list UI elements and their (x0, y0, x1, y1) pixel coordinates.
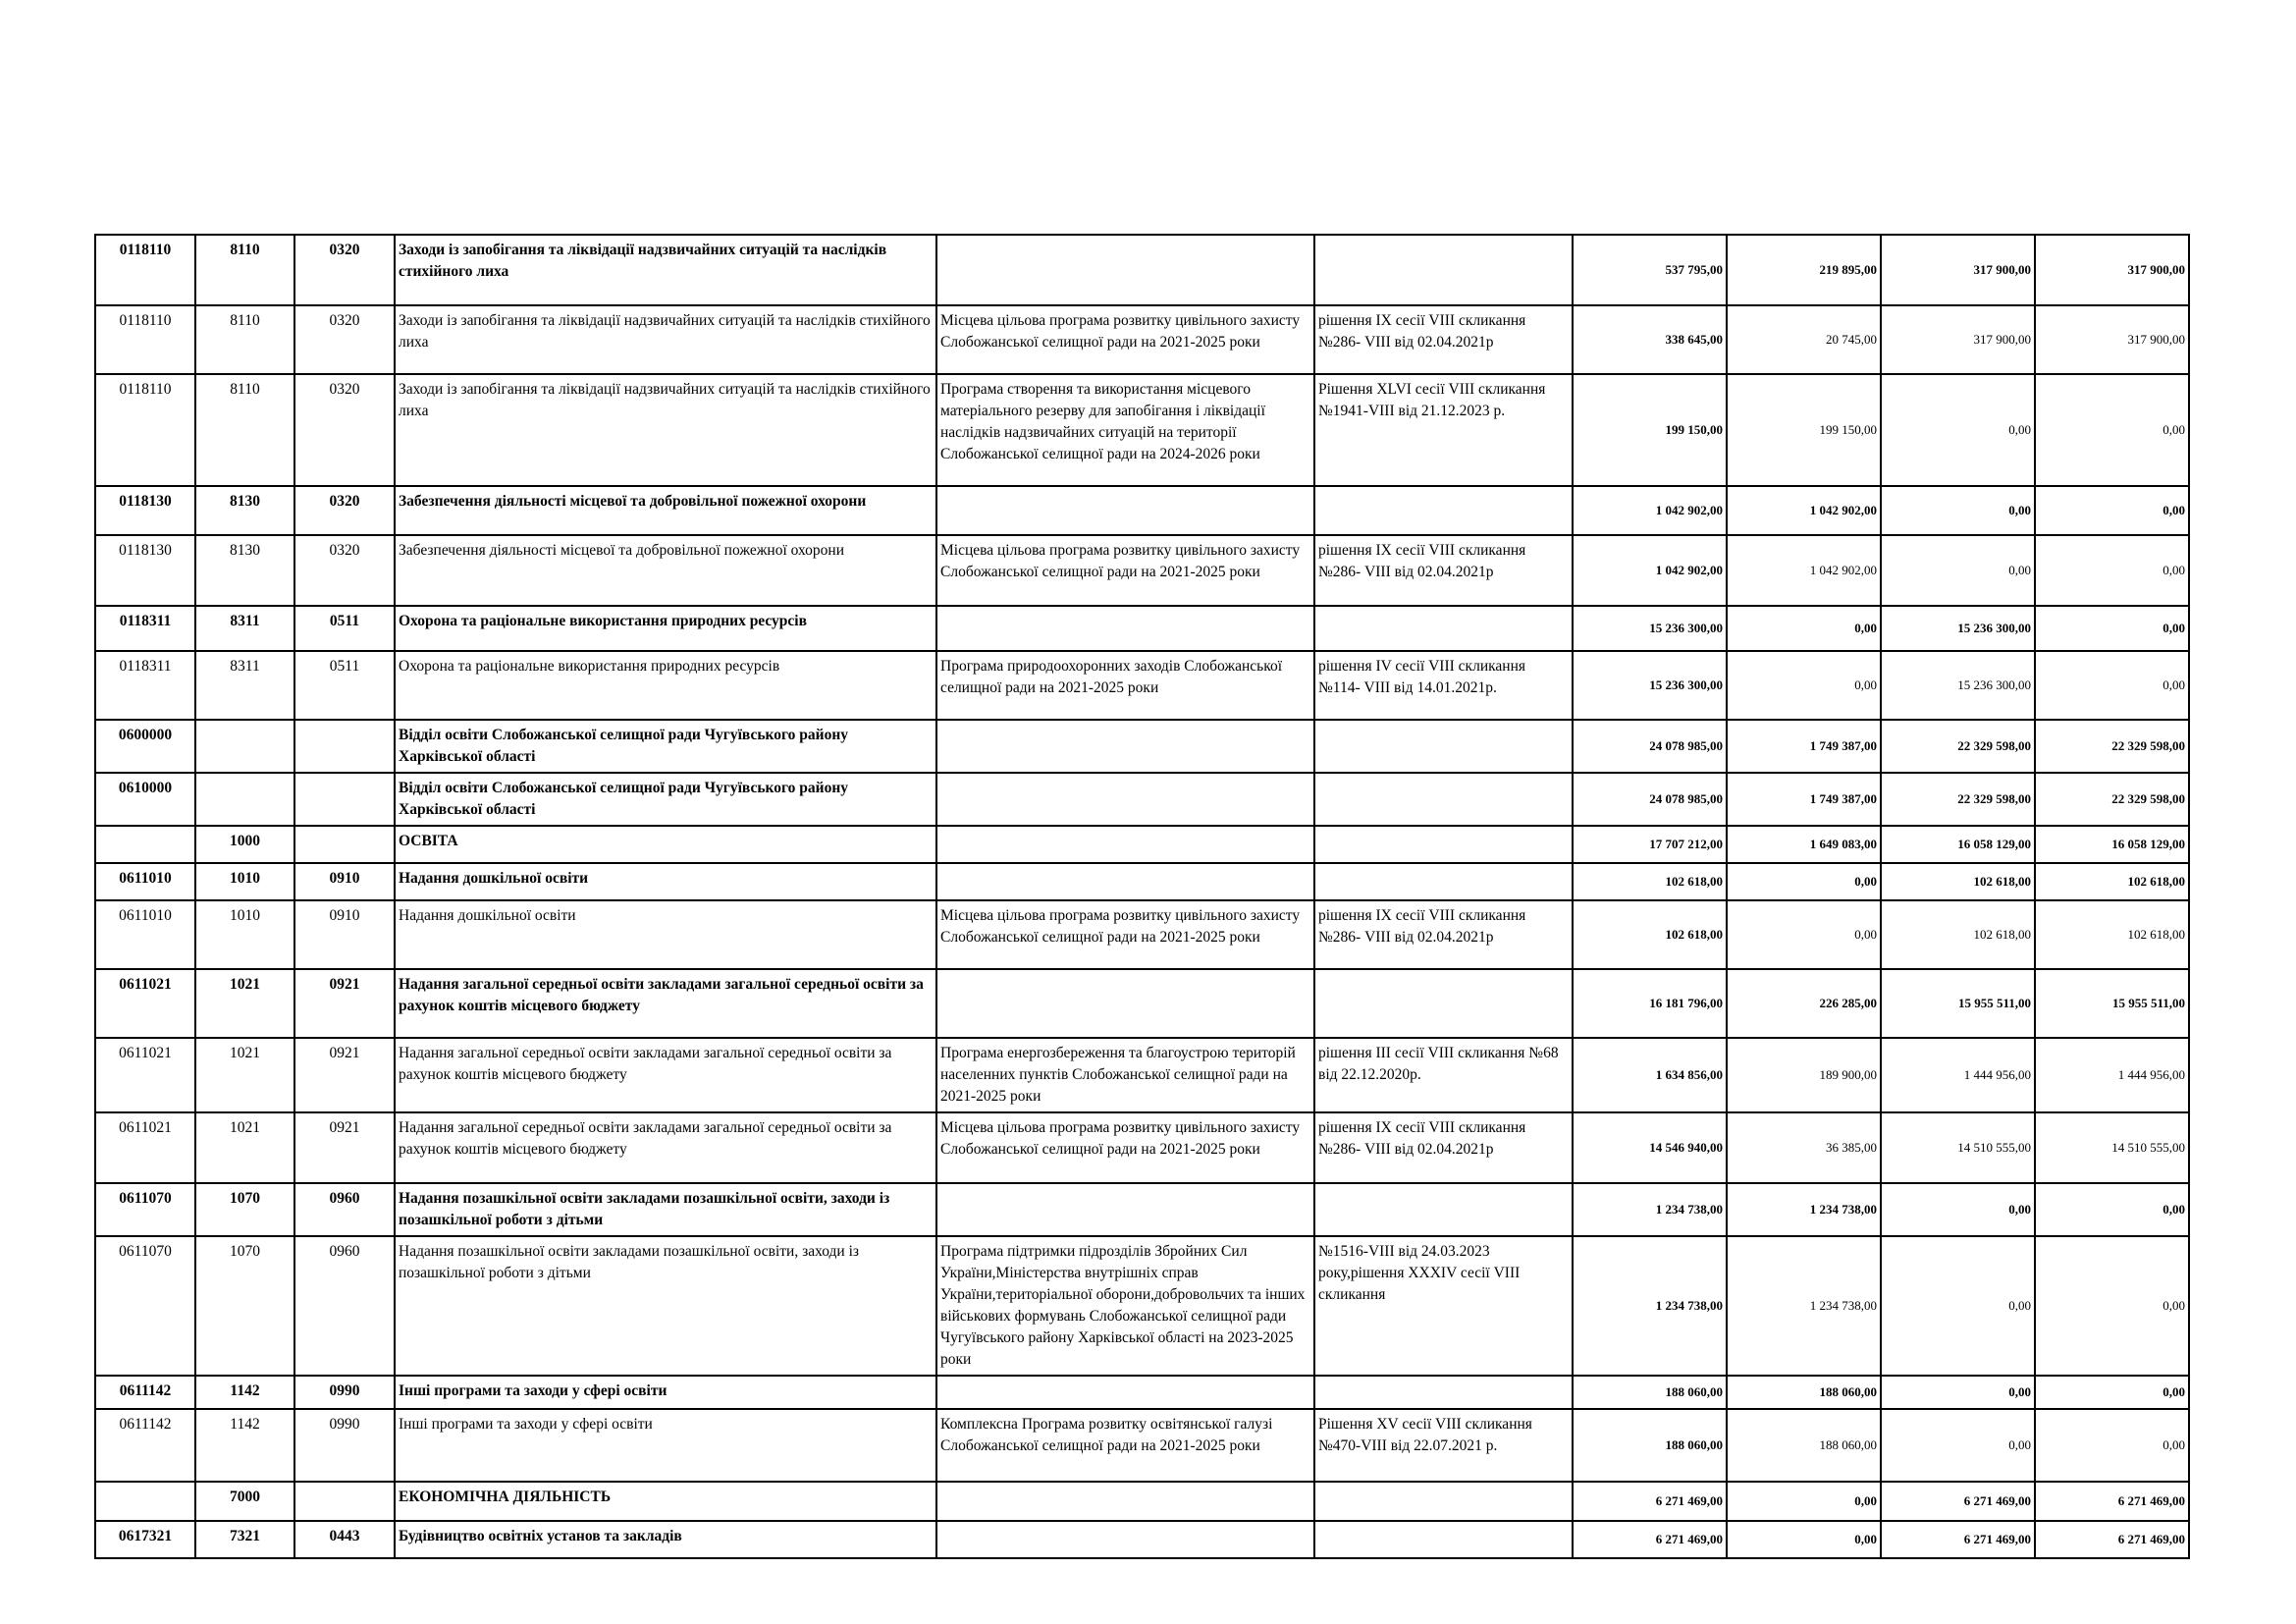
activity-name-cell: Надання дошкільної освіти (395, 900, 936, 969)
table-row-summary (95, 969, 2189, 1038)
function-code-cell: 1021 (195, 1038, 294, 1112)
function-code-cell: 1070 (195, 1183, 294, 1236)
program-code-cell: 0600000 (95, 720, 195, 773)
function-code-cell: 1142 (195, 1376, 294, 1409)
classification-code-cell: 0320 (294, 305, 395, 374)
total-amount-cell: 17 707 212,00 (1573, 826, 1727, 863)
decision-cell (1314, 1183, 1573, 1236)
function-code-cell: 7000 (195, 1482, 294, 1521)
program-code-cell: 0611070 (95, 1183, 195, 1236)
decision-cell: рішення IX сесії VIII скликання №286- VIII від 02.04.2021р (1314, 1112, 1573, 1183)
special-fund-cell: 6 271 469,00 (1881, 1521, 2035, 1558)
development-budget-cell: 0,00 (2035, 374, 2189, 486)
target-program-cell (936, 773, 1314, 826)
general-fund-cell: 1 749 387,00 (1727, 720, 1881, 773)
table-row-summary (95, 773, 2189, 826)
total-amount-cell: 24 078 985,00 (1573, 720, 1727, 773)
special-fund-cell: 0,00 (1881, 486, 2035, 535)
development-budget-cell: 1 444 956,00 (2035, 1038, 2189, 1112)
table-row-summary (95, 1482, 2189, 1521)
function-code-cell (195, 773, 294, 826)
table-row-summary (95, 1376, 2189, 1409)
budget-table (94, 234, 2190, 1559)
activity-name-cell: Відділ освіти Слобожанської селищної ради Чугуївського району Харківської області (395, 773, 936, 826)
general-fund-cell: 1 042 902,00 (1727, 535, 1881, 606)
program-code-cell: 0610000 (95, 773, 195, 826)
development-budget-cell: 0,00 (2035, 486, 2189, 535)
development-budget-cell: 317 900,00 (2035, 235, 2189, 305)
activity-name-cell: Будівництво освітніх установ та закладів (395, 1521, 936, 1558)
general-fund-cell: 0,00 (1727, 863, 1881, 900)
classification-code-cell: 0320 (294, 235, 395, 305)
development-budget-cell: 0,00 (2035, 606, 2189, 651)
decision-cell (1314, 826, 1573, 863)
target-program-cell: Програма природоохоронних заходів Слобожанської селищної ради на 2021-2025 роки (936, 651, 1314, 720)
program-code-cell: 0611021 (95, 969, 195, 1038)
general-fund-cell: 1 042 902,00 (1727, 486, 1881, 535)
table-row-summary (95, 1183, 2189, 1236)
special-fund-cell: 317 900,00 (1881, 235, 2035, 305)
function-code-cell: 8130 (195, 535, 294, 606)
activity-name-cell: Надання загальної середньої освіти закладами загальної середньої освіти за рахунок коштів місцевого бюджету (395, 1038, 936, 1112)
development-budget-cell: 317 900,00 (2035, 305, 2189, 374)
table-row (95, 535, 2189, 606)
target-program-cell (936, 863, 1314, 900)
target-program-cell (936, 606, 1314, 651)
development-budget-cell: 0,00 (2035, 1376, 2189, 1409)
special-fund-cell: 15 236 300,00 (1881, 606, 2035, 651)
total-amount-cell: 1 234 738,00 (1573, 1236, 1727, 1376)
special-fund-cell: 0,00 (1881, 535, 2035, 606)
classification-code-cell: 0910 (294, 900, 395, 969)
program-code-cell: 0611021 (95, 1038, 195, 1112)
special-fund-cell: 1 444 956,00 (1881, 1038, 2035, 1112)
classification-code-cell: 0921 (294, 1038, 395, 1112)
decision-cell: №1516-VIII від 24.03.2023 року,рішення XXXIV сесії VIII скликання (1314, 1236, 1573, 1376)
special-fund-cell: 0,00 (1881, 1409, 2035, 1482)
activity-name-cell: Охорона та раціональне використання природних ресурсів (395, 651, 936, 720)
table-row (95, 900, 2189, 969)
program-code-cell: 0617321 (95, 1521, 195, 1558)
total-amount-cell: 6 271 469,00 (1573, 1482, 1727, 1521)
activity-name-cell: Охорона та раціональне використання природних ресурсів (395, 606, 936, 651)
development-budget-cell: 16 058 129,00 (2035, 826, 2189, 863)
general-fund-cell: 1 749 387,00 (1727, 773, 1881, 826)
function-code-cell: 1000 (195, 826, 294, 863)
total-amount-cell: 102 618,00 (1573, 863, 1727, 900)
program-code-cell: 0611070 (95, 1236, 195, 1376)
general-fund-cell: 0,00 (1727, 651, 1881, 720)
target-program-cell: Місцева цільова програма розвитку цивільного захисту Слобожанської селищної ради на 2021-2025 роки (936, 900, 1314, 969)
development-budget-cell: 102 618,00 (2035, 900, 2189, 969)
classification-code-cell (294, 826, 395, 863)
total-amount-cell: 1 634 856,00 (1573, 1038, 1727, 1112)
classification-code-cell: 0990 (294, 1409, 395, 1482)
activity-name-cell: Заходи із запобігання та ліквідації надзвичайних ситуацій та наслідків стихійного лиха (395, 235, 936, 305)
decision-cell: рішення IX сесії VIII скликання №286- VIII від 02.04.2021р (1314, 535, 1573, 606)
classification-code-cell (294, 720, 395, 773)
total-amount-cell: 338 645,00 (1573, 305, 1727, 374)
development-budget-cell: 15 955 511,00 (2035, 969, 2189, 1038)
activity-name-cell: Інші програми та заходи у сфері освіти (395, 1409, 936, 1482)
special-fund-cell: 317 900,00 (1881, 305, 2035, 374)
table-row (95, 1409, 2189, 1482)
general-fund-cell: 1 234 738,00 (1727, 1183, 1881, 1236)
general-fund-cell: 188 060,00 (1727, 1376, 1881, 1409)
general-fund-cell: 0,00 (1727, 1521, 1881, 1558)
activity-name-cell: Надання дошкільної освіти (395, 863, 936, 900)
program-code-cell: 0118110 (95, 374, 195, 486)
development-budget-cell: 0,00 (2035, 651, 2189, 720)
general-fund-cell: 226 285,00 (1727, 969, 1881, 1038)
development-budget-cell: 22 329 598,00 (2035, 773, 2189, 826)
target-program-cell (936, 486, 1314, 535)
general-fund-cell: 0,00 (1727, 1482, 1881, 1521)
decision-cell (1314, 486, 1573, 535)
special-fund-cell: 15 236 300,00 (1881, 651, 2035, 720)
target-program-cell: Комплексна Програма розвитку освітянської галузі Слобожанської селищної ради на 2021-2025 роки (936, 1409, 1314, 1482)
table-row-summary (95, 1521, 2189, 1558)
program-code-cell: 0118110 (95, 305, 195, 374)
decision-cell (1314, 863, 1573, 900)
total-amount-cell: 537 795,00 (1573, 235, 1727, 305)
decision-cell (1314, 1521, 1573, 1558)
classification-code-cell (294, 1482, 395, 1521)
special-fund-cell: 16 058 129,00 (1881, 826, 2035, 863)
total-amount-cell: 199 150,00 (1573, 374, 1727, 486)
decision-cell (1314, 235, 1573, 305)
total-amount-cell: 188 060,00 (1573, 1409, 1727, 1482)
classification-code-cell: 0511 (294, 651, 395, 720)
development-budget-cell: 6 271 469,00 (2035, 1482, 2189, 1521)
table-row-summary (95, 486, 2189, 535)
classification-code-cell: 0320 (294, 486, 395, 535)
program-code-cell: 0611142 (95, 1409, 195, 1482)
special-fund-cell: 0,00 (1881, 1236, 2035, 1376)
target-program-cell: Програма енергозбереження та благоустрою територій населенних пунктів Слобожанської селищної ради на 2021-2025 роки (936, 1038, 1314, 1112)
decision-cell: рішення IX сесії VIII скликання №286- VIII від 02.04.2021р (1314, 305, 1573, 374)
function-code-cell: 8110 (195, 305, 294, 374)
total-amount-cell: 6 271 469,00 (1573, 1521, 1727, 1558)
general-fund-cell: 189 900,00 (1727, 1038, 1881, 1112)
target-program-cell: Програма підтримки підрозділів Збройних Сил України,Міністерства внутрішніх справ України,територіальної оборони,добровольчих та інших військових формувань Слобожанської селищної ради Чугуївського району Харківської області на 2023-2025 роки (936, 1236, 1314, 1376)
total-amount-cell: 1 234 738,00 (1573, 1183, 1727, 1236)
total-amount-cell: 15 236 300,00 (1573, 651, 1727, 720)
general-fund-cell: 219 895,00 (1727, 235, 1881, 305)
function-code-cell: 1021 (195, 969, 294, 1038)
general-fund-cell: 36 385,00 (1727, 1112, 1881, 1183)
function-code-cell: 8311 (195, 606, 294, 651)
development-budget-cell: 0,00 (2035, 535, 2189, 606)
classification-code-cell: 0320 (294, 374, 395, 486)
classification-code-cell: 0960 (294, 1183, 395, 1236)
total-amount-cell: 16 181 796,00 (1573, 969, 1727, 1038)
decision-cell: рішення IV сесії VIII скликання №114- VIII від 14.01.2021р. (1314, 651, 1573, 720)
special-fund-cell: 0,00 (1881, 1183, 2035, 1236)
activity-name-cell: Надання позашкільної освіти закладами позашкільної освіти, заходи із позашкільної роботи з дітьми (395, 1183, 936, 1236)
table-row-summary (95, 235, 2189, 305)
classification-code-cell: 0320 (294, 535, 395, 606)
program-code-cell: 0611142 (95, 1376, 195, 1409)
decision-cell (1314, 969, 1573, 1038)
table-row-summary (95, 863, 2189, 900)
activity-name-cell: ЕКОНОМІЧНА ДІЯЛЬНІСТЬ (395, 1482, 936, 1521)
target-program-cell (936, 720, 1314, 773)
classification-code-cell (294, 773, 395, 826)
function-code-cell: 7321 (195, 1521, 294, 1558)
special-fund-cell: 22 329 598,00 (1881, 773, 2035, 826)
target-program-cell: Місцева цільова програма розвитку цивільного захисту Слобожанської селищної ради на 2021-2025 роки (936, 1112, 1314, 1183)
decision-cell (1314, 606, 1573, 651)
table-row (95, 651, 2189, 720)
classification-code-cell: 0910 (294, 863, 395, 900)
development-budget-cell: 0,00 (2035, 1236, 2189, 1376)
decision-cell: рішення III сесії VIII скликання №68 від 22.12.2020р. (1314, 1038, 1573, 1112)
target-program-cell (936, 969, 1314, 1038)
activity-name-cell: Надання загальної середньої освіти закладами загальної середньої освіти за рахунок коштів місцевого бюджету (395, 969, 936, 1038)
development-budget-cell: 102 618,00 (2035, 863, 2189, 900)
general-fund-cell: 1 649 083,00 (1727, 826, 1881, 863)
total-amount-cell: 24 078 985,00 (1573, 773, 1727, 826)
table-row-summary (95, 826, 2189, 863)
program-code-cell: 0611010 (95, 900, 195, 969)
table-row-summary (95, 606, 2189, 651)
activity-name-cell: ОСВІТА (395, 826, 936, 863)
target-program-cell: Програма створення та використання місцевого матеріального резерву для запобігання і ліквідації наслідків надзвичайних ситуацій на території Слобожанської селищної ради на 2024-2026 роки (936, 374, 1314, 486)
function-code-cell: 8110 (195, 374, 294, 486)
program-code-cell: 0611010 (95, 863, 195, 900)
classification-code-cell: 0511 (294, 606, 395, 651)
decision-cell (1314, 720, 1573, 773)
program-code-cell: 0118311 (95, 651, 195, 720)
decision-cell: рішення IX сесії VIII скликання №286- VIII від 02.04.2021р (1314, 900, 1573, 969)
decision-cell (1314, 1482, 1573, 1521)
general-fund-cell: 188 060,00 (1727, 1409, 1881, 1482)
special-fund-cell: 22 329 598,00 (1881, 720, 2035, 773)
function-code-cell (195, 720, 294, 773)
target-program-cell (936, 235, 1314, 305)
activity-name-cell: Забезпечення діяльності місцевої та добровільної пожежної охорони (395, 535, 936, 606)
table-row (95, 1236, 2189, 1376)
activity-name-cell: Інші програми та заходи у сфері освіти (395, 1376, 936, 1409)
table-row (95, 1038, 2189, 1112)
function-code-cell: 8130 (195, 486, 294, 535)
development-budget-cell: 0,00 (2035, 1183, 2189, 1236)
target-program-cell (936, 1183, 1314, 1236)
special-fund-cell: 0,00 (1881, 1376, 2035, 1409)
target-program-cell (936, 1521, 1314, 1558)
function-code-cell: 8110 (195, 235, 294, 305)
development-budget-cell: 6 271 469,00 (2035, 1521, 2189, 1558)
total-amount-cell: 15 236 300,00 (1573, 606, 1727, 651)
activity-name-cell: Забезпечення діяльності місцевої та добровільної пожежної охорони (395, 486, 936, 535)
program-code-cell (95, 1482, 195, 1521)
classification-code-cell: 0443 (294, 1521, 395, 1558)
activity-name-cell: Заходи із запобігання та ліквідації надзвичайних ситуацій та наслідків стихійного лиха (395, 305, 936, 374)
decision-cell (1314, 1376, 1573, 1409)
table-row (95, 374, 2189, 486)
function-code-cell: 1010 (195, 863, 294, 900)
classification-code-cell: 0921 (294, 969, 395, 1038)
function-code-cell: 1070 (195, 1236, 294, 1376)
decision-cell: Рішення XV сесії VIII скликання №470-VIII від 22.07.2021 р. (1314, 1409, 1573, 1482)
program-code-cell: 0118130 (95, 486, 195, 535)
special-fund-cell: 102 618,00 (1881, 900, 2035, 969)
table-row (95, 305, 2189, 374)
function-code-cell: 8311 (195, 651, 294, 720)
general-fund-cell: 1 234 738,00 (1727, 1236, 1881, 1376)
development-budget-cell: 22 329 598,00 (2035, 720, 2189, 773)
table-row (95, 1112, 2189, 1183)
general-fund-cell: 20 745,00 (1727, 305, 1881, 374)
program-code-cell (95, 826, 195, 863)
total-amount-cell: 1 042 902,00 (1573, 535, 1727, 606)
activity-name-cell: Надання позашкільної освіти закладами позашкільної освіти, заходи із позашкільної роботи з дітьми (395, 1236, 936, 1376)
activity-name-cell: Заходи із запобігання та ліквідації надзвичайних ситуацій та наслідків стихійного лиха (395, 374, 936, 486)
general-fund-cell: 0,00 (1727, 900, 1881, 969)
target-program-cell (936, 1482, 1314, 1521)
table-row-summary (95, 720, 2189, 773)
target-program-cell (936, 826, 1314, 863)
total-amount-cell: 188 060,00 (1573, 1376, 1727, 1409)
development-budget-cell: 0,00 (2035, 1409, 2189, 1482)
function-code-cell: 1010 (195, 900, 294, 969)
activity-name-cell: Надання загальної середньої освіти закладами загальної середньої освіти за рахунок коштів місцевого бюджету (395, 1112, 936, 1183)
development-budget-cell: 14 510 555,00 (2035, 1112, 2189, 1183)
classification-code-cell: 0960 (294, 1236, 395, 1376)
special-fund-cell: 0,00 (1881, 374, 2035, 486)
general-fund-cell: 0,00 (1727, 606, 1881, 651)
target-program-cell: Місцева цільова програма розвитку цивільного захисту Слобожанської селищної ради на 2021-2025 роки (936, 305, 1314, 374)
program-code-cell: 0611021 (95, 1112, 195, 1183)
special-fund-cell: 15 955 511,00 (1881, 969, 2035, 1038)
program-code-cell: 0118110 (95, 235, 195, 305)
classification-code-cell: 0990 (294, 1376, 395, 1409)
decision-cell (1314, 773, 1573, 826)
special-fund-cell: 14 510 555,00 (1881, 1112, 2035, 1183)
special-fund-cell: 6 271 469,00 (1881, 1482, 2035, 1521)
total-amount-cell: 102 618,00 (1573, 900, 1727, 969)
special-fund-cell: 102 618,00 (1881, 863, 2035, 900)
program-code-cell: 0118130 (95, 535, 195, 606)
decision-cell: Рішення XLVI сесії VIII скликання №1941-VIII від 21.12.2023 р. (1314, 374, 1573, 486)
function-code-cell: 1021 (195, 1112, 294, 1183)
target-program-cell: Місцева цільова програма розвитку цивільного захисту Слобожанської селищної ради на 2021-2025 роки (936, 535, 1314, 606)
general-fund-cell: 199 150,00 (1727, 374, 1881, 486)
total-amount-cell: 1 042 902,00 (1573, 486, 1727, 535)
total-amount-cell: 14 546 940,00 (1573, 1112, 1727, 1183)
classification-code-cell: 0921 (294, 1112, 395, 1183)
program-code-cell: 0118311 (95, 606, 195, 651)
activity-name-cell: Відділ освіти Слобожанської селищної ради Чугуївського району Харківської області (395, 720, 936, 773)
target-program-cell (936, 1376, 1314, 1409)
function-code-cell: 1142 (195, 1409, 294, 1482)
